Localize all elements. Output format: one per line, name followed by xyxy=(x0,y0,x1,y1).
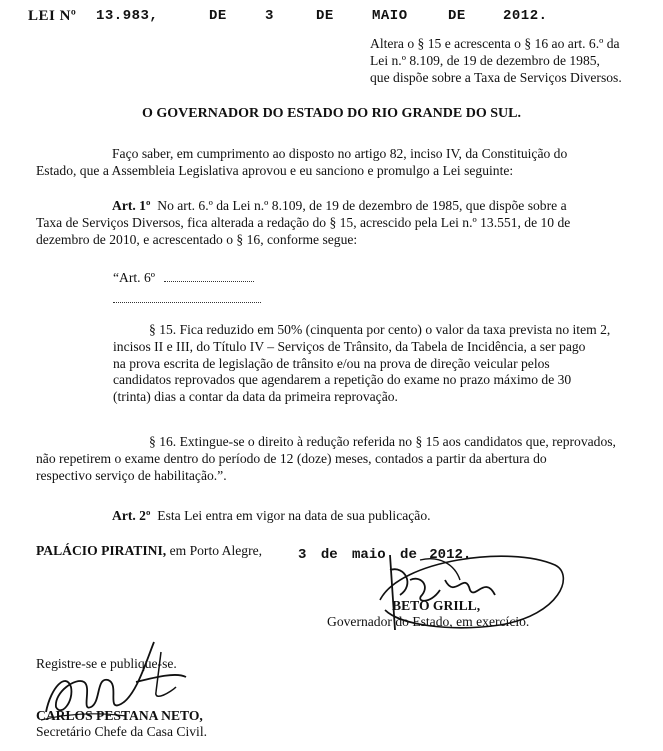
header-de-3: DE xyxy=(448,8,466,24)
article-2-text: Esta Lei entra em vigor na data de sua publicação. xyxy=(157,508,431,523)
closing-date-day: 3 xyxy=(298,547,307,563)
law-header xyxy=(28,4,648,30)
paragraph-16-line: § 16. Extingue-se o direito à redução referida no § 15 aos candidatos que, reprovados, xyxy=(149,434,616,449)
closing-date-month: maio xyxy=(352,547,386,563)
ellipsis-dots xyxy=(164,271,254,282)
article-1-text: No art. 6.º da Lei n.º 8.109, de 19 de dezembro de 1985, que dispõe sobre a xyxy=(157,198,567,213)
closing-date-year: 2012. xyxy=(429,547,472,563)
closing-date-de: de xyxy=(320,547,338,563)
paragraph-15-line: candidatos reprovados que agendarem a repetição do exame no prazo máximo de 30 xyxy=(113,372,572,388)
paragraph-15-line: § 15. Fica reduzido em 50% (cinquenta por cento) o valor da taxa prevista no item 2, xyxy=(149,322,611,337)
signatory-2-name: CARLOS PESTANA NETO, xyxy=(36,708,203,723)
intro-line: Faço saber, em cumprimento ao disposto no artigo 82, inciso IV, da Constituição do xyxy=(112,146,568,161)
palace-name: PALÁCIO PIRATINI, xyxy=(36,543,167,558)
paragraph-15-line: incisos II e III, do Título IV – Serviços de Trânsito, da Tabela de Incidência, a ser pago xyxy=(113,338,586,354)
article-1 xyxy=(36,198,648,248)
signatory-1-role: Governador do Estado, em exercício. xyxy=(327,614,530,629)
header-de-1: DE xyxy=(209,8,227,24)
summary-line: que dispõe sobre a Taxa de Serviços Diversos. xyxy=(370,70,622,85)
law-summary xyxy=(370,35,650,86)
closing-date-de: de xyxy=(400,547,417,563)
law-label: LEI Nº xyxy=(28,8,77,24)
summary-line: Altera o § 15 e acrescenta o § 16 ao art. 6.º da xyxy=(370,36,620,51)
paragraph-15 xyxy=(113,322,649,406)
closing-place xyxy=(36,543,262,559)
article-1-label: Art. 1º xyxy=(112,198,151,213)
header-de-2: DE xyxy=(316,8,334,24)
law-number: 13.983, xyxy=(96,8,159,24)
paragraph-16 xyxy=(36,434,648,484)
intro-paragraph xyxy=(36,146,648,180)
signatory-2-role: Secretário Chefe da Casa Civil. xyxy=(36,724,207,739)
header-day: 3 xyxy=(265,8,274,24)
quoted-article-6-label: “Art. 6º xyxy=(113,270,155,285)
header-year: 2012. xyxy=(503,8,548,24)
article-1-line: dezembro de 2010, e acrescentado o § 16, conforme segue: xyxy=(36,231,358,247)
article-2 xyxy=(112,508,612,525)
ellipsis-dots xyxy=(113,292,261,303)
governor-heading: O GOVERNADOR DO ESTADO DO RIO GRANDE DO SUL. xyxy=(142,106,521,121)
paragraph-15-line: (trinta) dias a contar da data da primeira reprovação. xyxy=(113,389,398,405)
intro-line: Estado, que a Assembleia Legislativa aprovou e eu sanciono e promulgo a Lei seguinte: xyxy=(36,162,514,178)
article-2-label: Art. 2º xyxy=(112,508,151,523)
summary-line: Lei n.º 8.109, de 19 de dezembro de 1985, xyxy=(370,53,600,68)
article-1-line: Taxa de Serviços Diversos, fica alterada a redação do § 15, acrescido pela Lei n.º 13.551, de 10 de xyxy=(36,214,571,230)
closing-city: em Porto Alegre, xyxy=(169,543,263,558)
header-month: MAIO xyxy=(372,8,408,24)
quoted-article-6 xyxy=(113,270,413,308)
paragraph-15-line: na prova escrita de legislação de trânsito e/ou na prova de direção veicular pelos xyxy=(113,355,550,371)
paragraph-16-line: não repetirem o exame dentro do período de 12 (doze) meses, contados a partir da abertura do xyxy=(36,450,547,466)
paragraph-16-line: respectivo serviço de habilitação.”. xyxy=(36,467,227,483)
register-publish: Registre-se e publique-se. xyxy=(36,656,177,671)
signatory-1-name: BETO GRILL, xyxy=(392,598,481,613)
